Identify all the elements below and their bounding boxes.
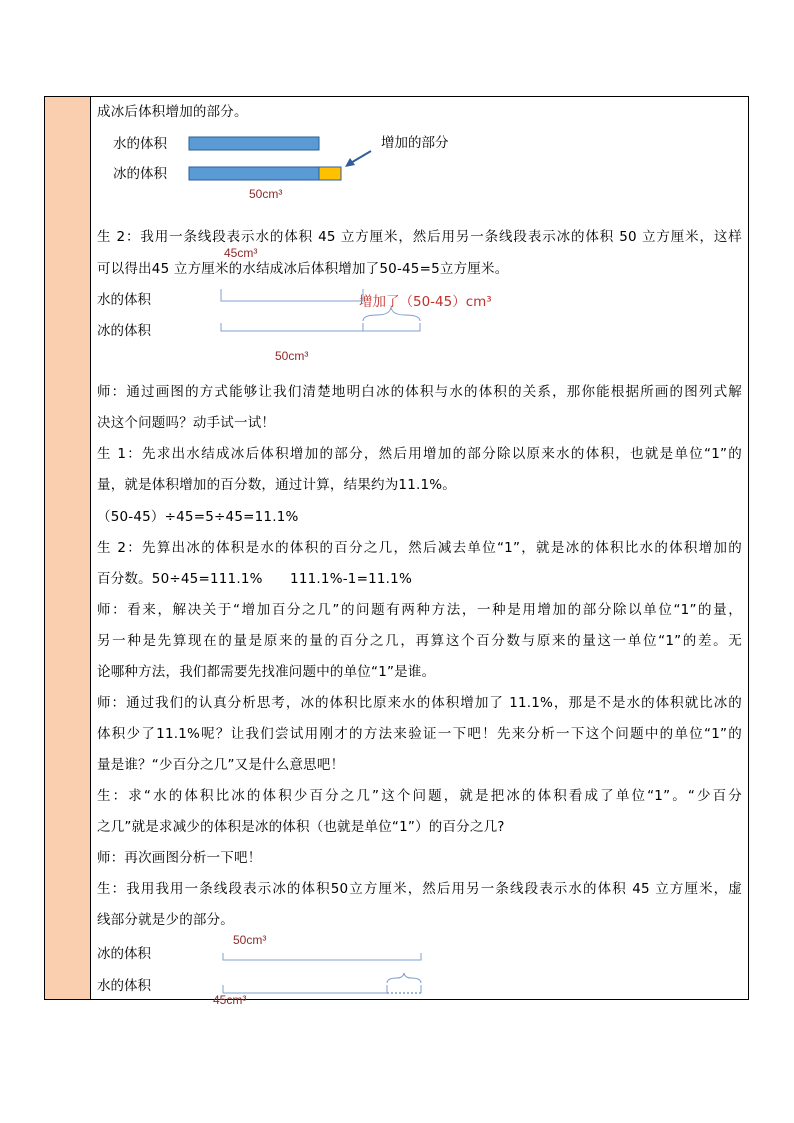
increase-annotation: 增加了（50-45）cm³ <box>359 294 492 310</box>
increase-bar <box>319 167 341 180</box>
ice-volume-label: 冰的体积 <box>97 323 151 339</box>
formula-line: 百分数。50÷45=111.1% 111.1%-1=11.1% <box>97 571 412 587</box>
side-column <box>45 97 91 999</box>
water-volume-label: 水的体积 <box>113 136 167 152</box>
text-line: 生 1：先求出水结成冰后体积增加的部分，然后用增加的部分除以原来水的体积，也就是单位“1”的 <box>97 446 742 462</box>
ice-segment <box>223 953 421 960</box>
text-line: 生 2：我用一条线段表示水的体积 45 立方厘米，然后用另一条线段表示冰的体积 50 立方厘米，这样 <box>97 229 742 245</box>
text-line: 师：看来，解决关于“增加百分之几”的问题有两种方法，一种是用增加的部分除以单位“1”的量， <box>97 602 742 618</box>
increase-part-label: 增加的部分 <box>381 135 449 151</box>
text-line: 论哪种方法，我们都需要先找准问题中的单位“1”是谁。 <box>97 664 436 680</box>
text-line: 生：求“水的体积比冰的体积少百分之几”这个问题，就是把冰的体积看成了单位“1”。“少百分 <box>97 788 742 804</box>
lesson-content <box>91 97 748 1007</box>
formula-line: （50-45）÷45=5÷45=11.1% <box>97 509 299 525</box>
text-line: 可以得出45 立方厘米的水结成冰后体积增加了50-45=5立方厘米。 <box>97 261 509 277</box>
text-line: 师：通过我们的认真分析思考，冰的体积比原来水的体积增加了 11.1%，那是不是水的体积就比冰的 <box>97 695 742 711</box>
text-line: 成冰后体积增加的部分。 <box>97 104 248 120</box>
ice-bar <box>189 167 319 180</box>
water-segment <box>221 289 363 301</box>
comparison-model-svg <box>171 951 391 1001</box>
text-line: 生 2：先算出冰的体积是水的体积的百分之几，然后减去单位“1”，就是冰的体积比水的体积增加的 <box>97 540 742 556</box>
text-line: 体积少了11.1%呢？让我们尝试用刚才的方法来验证一下吧！先来分析一下这个问题中的单位“1”的 <box>97 726 742 742</box>
ice-volume-value: 50cm³ <box>233 933 267 947</box>
water-bar <box>189 137 319 150</box>
ice-volume-label: 冰的体积 <box>113 166 167 182</box>
water-volume-value: 45cm³ <box>213 993 247 1007</box>
text-line: 另一种是先算现在的量是原来的量的百分之几，再算这个百分数与原来的量这一单位“1”的差。无 <box>97 633 742 649</box>
text-line: 之几”就是求减少的体积是冰的体积（也就是单位“1”）的百分之几? <box>97 819 505 835</box>
water-volume-label: 水的体积 <box>97 978 151 994</box>
ice-volume-value: 50cm³ <box>249 187 283 201</box>
text-line: 师：通过画图的方式能够让我们清楚地明白冰的体积与水的体积的关系，那你能根据所画的图列式解 <box>97 384 742 400</box>
text-line: 量，就是体积增加的百分数，通过计算，结果约为11.1%。 <box>97 477 456 493</box>
ice-segment <box>221 323 420 331</box>
water-volume-value: 45cm³ <box>224 246 258 260</box>
line-model-svg <box>171 289 391 339</box>
ice-volume-value: 50cm³ <box>275 349 309 363</box>
bar-model-svg <box>181 131 441 191</box>
text-line: 师：再次画图分析一下吧！ <box>97 850 262 866</box>
lesson-table <box>44 96 749 1007</box>
text-line: 线部分就是少的部分。 <box>97 912 234 928</box>
text-line: 生：我用我用一条线段表示冰的体积50立方厘米，然后用另一条线段表示水的体积 45 立方厘米，虚 <box>97 881 742 897</box>
text-line: 量是谁？“少百分之几”又是什么意思吧！ <box>97 757 345 773</box>
text-line: 决这个问题吗？动手试一试！ <box>97 415 276 431</box>
water-volume-label: 水的体积 <box>97 292 151 308</box>
decrease-brace <box>387 973 421 983</box>
ice-volume-label: 冰的体积 <box>97 946 151 962</box>
